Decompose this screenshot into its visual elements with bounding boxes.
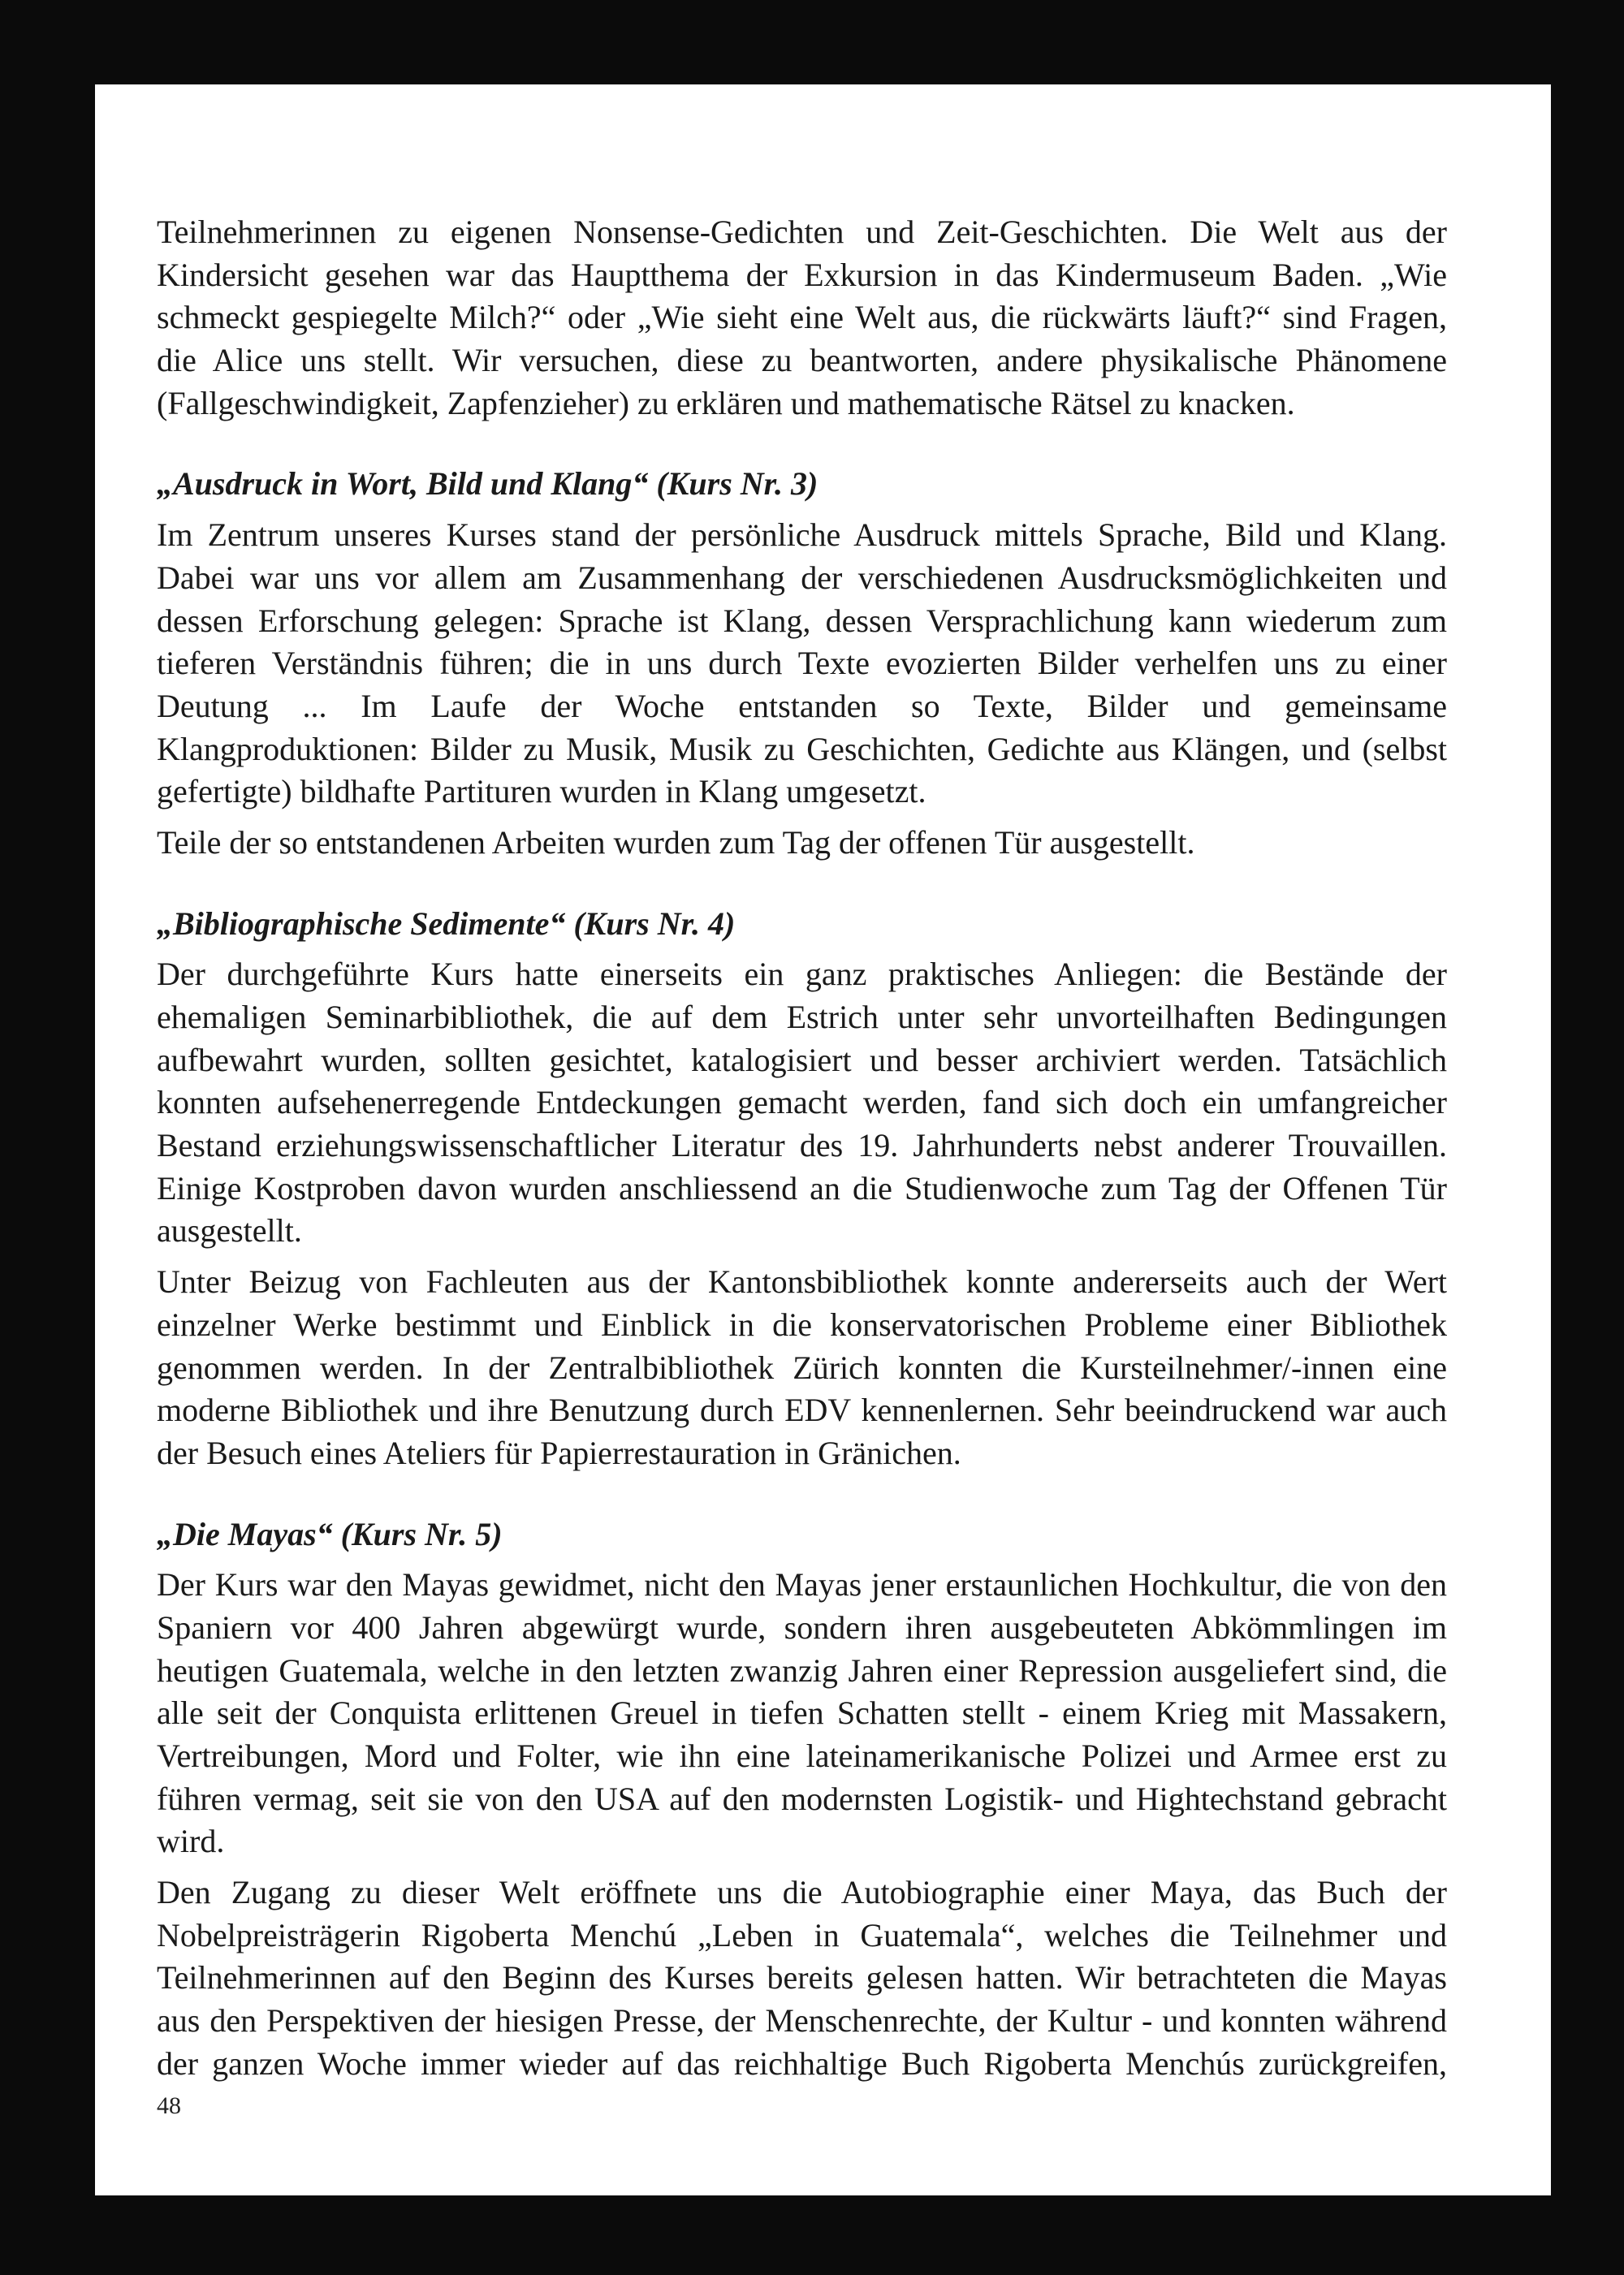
text-line: Einige Kostproben davon wurden anschliessend an die Studienwoche zum Tag der Offenen Tür bbox=[157, 1169, 1447, 1207]
text-line: aus den Perspektiven der hiesigen Presse, der Menschenrechte, der Kultur - und konnten während bbox=[157, 2002, 1447, 2040]
text-line: dessen Erforschung gelegen: Sprache ist Klang, dessen Versprachlichung kann wiederum zum bbox=[157, 602, 1447, 639]
text-line: wird. bbox=[157, 1823, 225, 1860]
text-line: ehemaligen Seminarbibliothek, die auf dem Estrich unter sehr unvorteilhaften Bedingungen bbox=[157, 999, 1447, 1035]
text-line: der Besuch eines Ateliers für Papierrestauration in Gränichen. bbox=[157, 1434, 961, 1471]
text-line: alle seit der Conquista erlittenen Greuel in tiefen Schatten stellt - einem Krieg mit Massakern, bbox=[157, 1694, 1447, 1732]
paragraph bbox=[157, 953, 1447, 1253]
text-line: einzelner Werke bestimmt und Einblick in die konservatorischen Probleme einer Bibliothek bbox=[157, 1306, 1447, 1343]
text-line: konnten aufsehenerregende Entdeckungen gemacht werden, fand sich doch ein umfangreicher bbox=[157, 1084, 1447, 1121]
text-line: Vertreibungen, Mord und Folter, wie ihn eine lateinamerikanische Polizei und Armee erst zu bbox=[157, 1738, 1447, 1774]
paragraph bbox=[157, 1261, 1447, 1474]
text-line: führen vermag, seit sie von den USA auf den modernsten Logistik- und Hightechstand gebracht bbox=[157, 1780, 1447, 1817]
text-line: Teilnehmerinnen auf den Beginn des Kurses bereits gelesen hatten. Wir betrachteten die Mayas bbox=[157, 1959, 1447, 1997]
section-heading: „Ausdruck in Wort, Bild und Klang“ (Kurs Nr. 3) bbox=[157, 465, 818, 503]
text-line: ausgestellt. bbox=[157, 1212, 302, 1250]
text-line: Spaniern vor 400 Jahren abgewürgt wurde, sondern ihren ausgebeuteten Abkömmlingen im bbox=[157, 1608, 1447, 1646]
text-line: gefertigte) bildhafte Partituren wurden in Klang umgesetzt. bbox=[157, 773, 926, 810]
text-line: Klangproduktionen: Bilder zu Musik, Musik zu Geschichten, Gedichte aus Klängen, und (selbst bbox=[157, 730, 1447, 767]
section-heading: „Bibliographische Sedimente“ (Kurs Nr. 4) bbox=[157, 904, 736, 942]
text-line: aufbewahrt wurden, sollten gesichtet, katalogisiert und besser archiviert werden. Tatsächlich bbox=[157, 1041, 1447, 1078]
text-line: Bestand erziehungswissenschaftlicher Literatur des 19. Jahrhunderts nebst anderer Trouvaillen. bbox=[157, 1127, 1447, 1164]
text-line: Unter Beizug von Fachleuten aus der Kantonsbibliothek konnte andererseits auch der Wert bbox=[157, 1263, 1447, 1301]
text-line: tieferen Verständnis führen; die in uns durch Texte evozierten Bilder verhelfen uns zu einer bbox=[157, 645, 1447, 682]
paragraph bbox=[157, 1871, 1447, 2085]
paragraph bbox=[157, 211, 1447, 425]
paragraph bbox=[157, 1564, 1447, 1863]
text-line: (Fallgeschwindigkeit, Zapfenzieher) zu erklären und mathematische Rätsel zu knacken. bbox=[157, 384, 1295, 421]
text-line: Im Zentrum unseres Kurses stand der persönliche Ausdruck mittels Sprache, Bild und Klang. bbox=[157, 516, 1447, 554]
text-line: moderne Bibliothek und ihre Benutzung durch EDV kennenlernen. Sehr beeindruckend war auch bbox=[157, 1392, 1447, 1429]
text-line: der ganzen Woche immer wieder auf das reichhaltige Buch Rigoberta Menchús zurückgreifen, bbox=[157, 2044, 1447, 2082]
text-line: Kindersicht gesehen war das Hauptthema der Exkursion in das Kindermuseum Baden. „Wie bbox=[157, 256, 1447, 293]
text-line: Deutung ... Im Laufe der Woche entstanden so Texte, Bilder und gemeinsame bbox=[157, 687, 1447, 724]
text-line: Nobelpreisträgerin Rigoberta Menchú „Leben in Guatemala“, welches die Teilnehmer und bbox=[157, 1916, 1447, 1953]
paragraph bbox=[157, 822, 1447, 865]
text-line: Dabei war uns vor allem am Zusammenhang der verschiedenen Ausdrucksmöglichkeiten und bbox=[157, 559, 1447, 596]
text-line: genommen werden. In der Zentralbibliothek Zürich konnten die Kursteilnehmer/-innen eine bbox=[157, 1349, 1447, 1386]
text-line: schmeckt gespiegelte Milch?“ oder „Wie sieht eine Welt aus, die rückwärts läuft?“ sind Fragen, bbox=[157, 299, 1447, 336]
text-line: Teilnehmerinnen zu eigenen Nonsense-Gedichten und Zeit-Geschichten. Die Welt aus der bbox=[157, 214, 1447, 250]
text-line: Teile der so entstandenen Arbeiten wurden zum Tag der offenen Tür ausgestellt. bbox=[157, 823, 1195, 861]
text-line: Der Kurs war den Mayas gewidmet, nicht den Mayas jener erstaunlichen Hochkultur, die von den bbox=[157, 1566, 1447, 1604]
text-line: Den Zugang zu dieser Welt eröffnete uns die Autobiographie einer Maya, das Buch der bbox=[157, 1874, 1447, 1911]
text-line: heutigen Guatemala, welche in den letzten zwanzig Jahren einer Repression ausgeliefert sind, die bbox=[157, 1651, 1447, 1689]
text-line: Der durchgeführte Kurs hatte einerseits ein ganz praktisches Anliegen: die Bestände der bbox=[157, 956, 1447, 993]
section-heading: „Die Mayas“ (Kurs Nr. 5) bbox=[157, 1515, 503, 1552]
text-line: die Alice uns stellt. Wir versuchen, diese zu beantworten, andere physikalische Phänomene bbox=[157, 342, 1447, 379]
page-number: 48 bbox=[157, 2092, 181, 2119]
paragraph bbox=[157, 514, 1447, 814]
document-body bbox=[157, 211, 1447, 2094]
